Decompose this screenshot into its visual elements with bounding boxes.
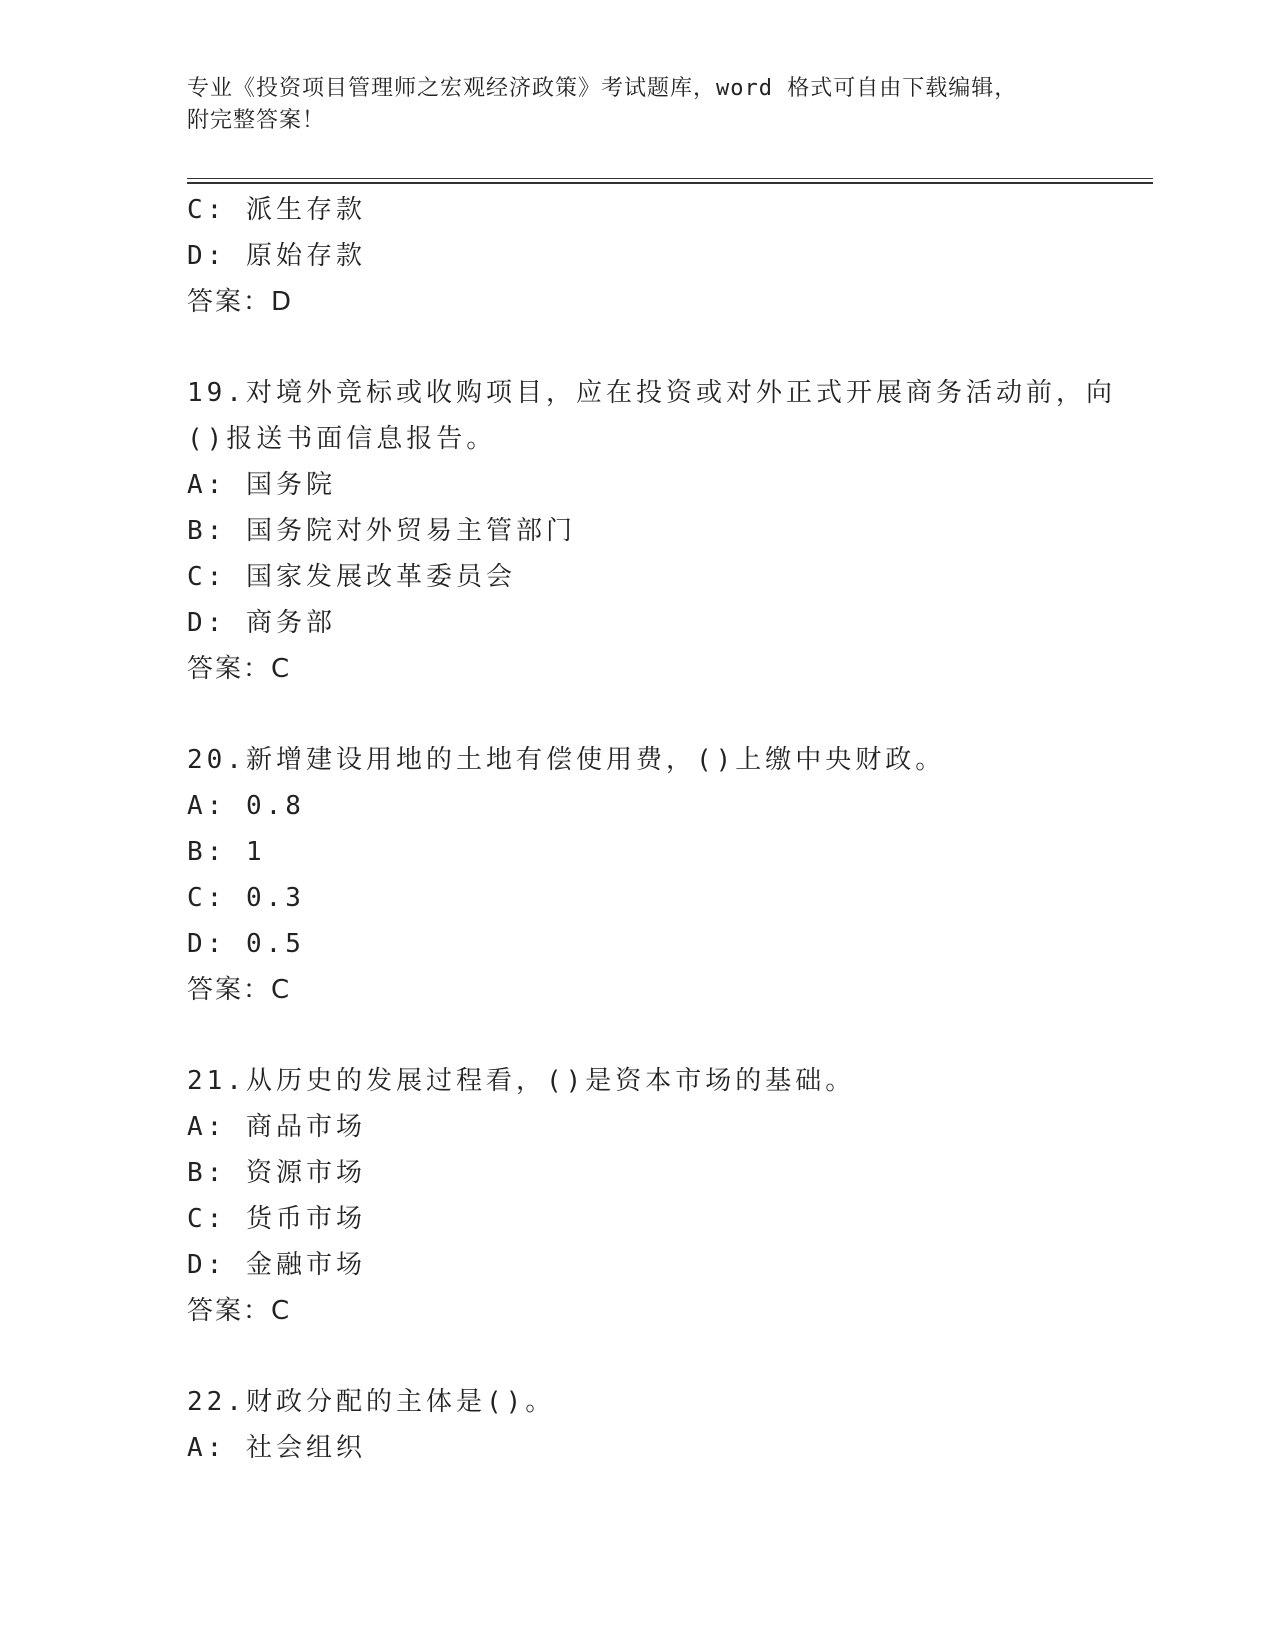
header-rule-thick	[187, 182, 1153, 184]
option-a: A: 国务院	[187, 470, 336, 500]
option-d: D: 0.5	[187, 929, 305, 959]
answer: 答案：C	[187, 654, 292, 684]
document-header	[187, 73, 1067, 137]
question-text-continued: ()报送书面信息报告。	[187, 424, 497, 454]
option-b: B: 资源市场	[187, 1158, 366, 1188]
question-text: 21.从历史的发展过程看，()是资本市场的基础。	[187, 1066, 856, 1096]
header-rule-thin	[187, 178, 1153, 179]
question-18	[187, 187, 1147, 325]
answer: 答案：C	[187, 1296, 292, 1326]
spacer	[187, 1013, 1147, 1058]
option-d: D: 金融市场	[187, 1250, 366, 1280]
option-c: C: 国家发展改革委员会	[187, 562, 516, 592]
option-c: C: 货币市场	[187, 1204, 366, 1234]
header-line-1: 专业《投资项目管理师之宏观经济政策》考试题库，word 格式可自由下载编辑，	[187, 76, 1018, 101]
question-19	[187, 370, 1147, 692]
option-c: C: 派生存款	[187, 195, 366, 225]
option-a: A: 商品市场	[187, 1112, 366, 1142]
spacer	[187, 325, 1147, 370]
option-a: A: 社会组织	[187, 1433, 366, 1463]
question-text: 19.对境外竞标或收购项目，应在投资或对外正式开展商务活动前，向	[187, 378, 1116, 408]
option-c: C: 0.3	[187, 883, 305, 913]
question-list	[187, 187, 1147, 1471]
header-line-2: 附完整答案！	[187, 108, 326, 133]
option-a: A: 0.8	[187, 791, 305, 821]
question-text: 20.新增建设用地的土地有偿使用费，()上缴中央财政。	[187, 745, 946, 775]
answer: 答案：C	[187, 975, 292, 1005]
question-text: 22.财政分配的主体是()。	[187, 1387, 556, 1417]
question-20	[187, 737, 1147, 1013]
answer: 答案：D	[187, 287, 294, 317]
spacer	[187, 692, 1147, 737]
option-b: B: 1	[187, 837, 266, 867]
option-b: B: 国务院对外贸易主管部门	[187, 516, 576, 546]
question-22	[187, 1379, 1147, 1471]
spacer	[187, 1334, 1147, 1379]
question-21	[187, 1058, 1147, 1334]
option-d: D: 原始存款	[187, 241, 366, 271]
option-d: D: 商务部	[187, 608, 336, 638]
